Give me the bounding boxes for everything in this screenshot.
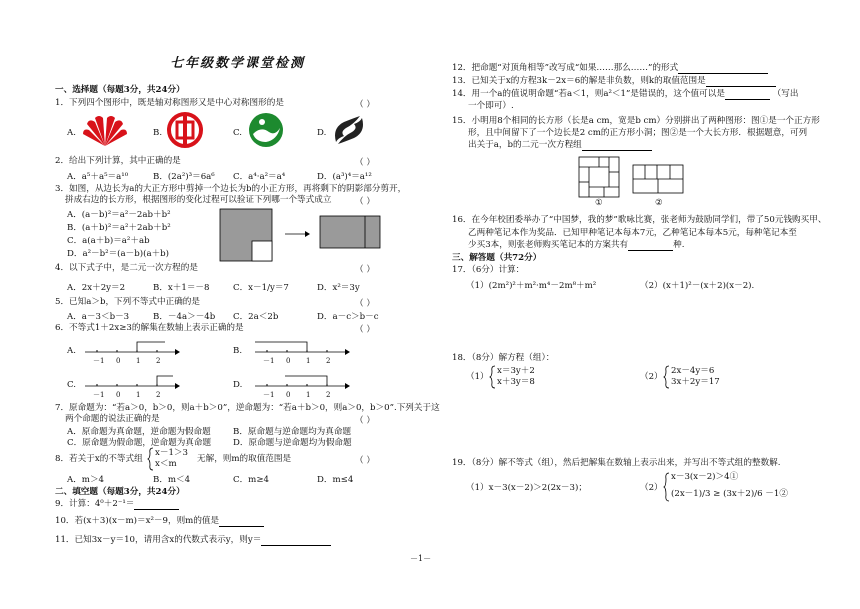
question-16-line3 bbox=[468, 240, 684, 251]
green-logo-icon bbox=[247, 112, 285, 148]
q18-2-brace bbox=[664, 365, 670, 389]
tick-label-a-1: 1 bbox=[136, 357, 141, 365]
q8-opt-d: D．m≤4 bbox=[317, 475, 354, 485]
q8-answer-paren: （ ） bbox=[355, 456, 375, 466]
question-14-note: （写出 bbox=[772, 89, 799, 99]
q3-opt-a: A．(a－b)²＝a²－2ab＋b² bbox=[67, 210, 171, 220]
q3-opt-d: D．a²－b²＝(a－b)(a＋b) bbox=[67, 249, 170, 259]
q4-opt-a: A．2x＋2y＝2 bbox=[67, 283, 126, 293]
q14-blank[interactable] bbox=[725, 90, 770, 100]
question-19: 19．（8分）解不等式（组），然后把解集在数轴上表示出来，并写出不等式组的整数解. bbox=[452, 458, 781, 468]
q4-opt-c: C．x－1/y＝7 bbox=[233, 283, 289, 293]
q15-fig2-label: ② bbox=[655, 198, 663, 208]
q5-opt-a: A．a－3＜b－3 bbox=[67, 312, 130, 322]
q19-2-line2: (2x－1)/3 ≥ (3x＋2)/6 －1② bbox=[671, 489, 788, 499]
q8-opt-a: A．m＞4 bbox=[67, 475, 105, 485]
question-9 bbox=[55, 499, 179, 510]
q17-part2: （2）(x＋1)²－(x＋2)(x－2). bbox=[640, 281, 755, 291]
q6-opt-c: C. bbox=[67, 380, 77, 390]
question-3-line1: 3．如图，从边长为a的大正方形中剪掉一个边长为b的小正方形，再将剩下的阴影部分剪开， bbox=[55, 184, 407, 194]
q1-opt-c: C. bbox=[233, 128, 243, 138]
tick-label-b-1: 1 bbox=[306, 357, 311, 365]
question-12-text: 12．把命题“对顶角相等”改写成“如果……那么……”的形式 bbox=[452, 63, 679, 73]
question-15-line2: 形，且中间留下了一个边长是2 cm的正方形小洞；图②是一个大长方形．根据题意，可列 bbox=[468, 128, 808, 138]
question-10 bbox=[55, 516, 264, 527]
question-7-line2: 两个命题的说法正确的是 bbox=[65, 414, 160, 424]
question-6: 6．不等式1＋2x≥3的解集在数轴上表示正确的是 bbox=[55, 323, 244, 333]
question-18: 18．（8分）解方程（组）： bbox=[452, 353, 555, 363]
left-column bbox=[55, 0, 440, 609]
question-14-text: 14．用一个a的值说明命题“若a＜1，则a²＜1”是错误的，这个值可以是 bbox=[452, 89, 725, 99]
q6-opt-b: B. bbox=[233, 346, 243, 356]
q6-opt-a: A. bbox=[67, 346, 76, 356]
q4-answer-paren: （ ） bbox=[355, 265, 375, 275]
right-column bbox=[452, 0, 827, 609]
q19-part2-label: （2） bbox=[640, 483, 663, 493]
q2-opt-d: D．(a³)⁴＝a¹² bbox=[317, 172, 372, 182]
tick-label-c-1: 1 bbox=[136, 391, 141, 399]
tick-label-d-1: 1 bbox=[306, 391, 311, 399]
question-16-suffix: 种. bbox=[673, 240, 685, 250]
section-solve-heading: 三、解答题（共72分） bbox=[452, 253, 542, 263]
q3-opt-b: B．(a＋b)²＝a²＋2ab＋b² bbox=[67, 223, 171, 233]
tick-label-d-0: 0 bbox=[286, 391, 291, 399]
question-13-text: 13．已知关于x的方程3k－2x＝6的解是非负数，则k的取值范围是 bbox=[452, 76, 706, 86]
q8-opt-b: B．m＜4 bbox=[153, 475, 191, 485]
q7-opt-d: D．原命题与逆命题均为假命题 bbox=[233, 438, 352, 448]
q15-blank[interactable] bbox=[582, 141, 652, 151]
q7-answer-paren: （ ） bbox=[355, 416, 375, 426]
question-16-line2: 乙两种笔记本作为奖品．已知甲种笔记本每本7元，乙种笔记本每本5元，每种笔记本至 bbox=[468, 228, 797, 238]
q10-blank[interactable] bbox=[219, 517, 264, 527]
q18-2-line2: 3x＋2y＝17 bbox=[671, 377, 720, 387]
q9-blank[interactable] bbox=[134, 500, 179, 510]
question-1: 1．下列四个图形中，既是轴对称图形又是中心对称图形的是 bbox=[55, 98, 284, 108]
q3-answer-paren: （ ） bbox=[355, 197, 375, 207]
question-15-text: 出关于a，b的二元一次方程组 bbox=[468, 140, 582, 150]
q2-answer-paren: （ ） bbox=[355, 158, 375, 168]
q6-answer-paren: （ ） bbox=[355, 325, 375, 335]
huawei-logo-icon bbox=[81, 112, 129, 148]
tick-label-b-0: 0 bbox=[286, 357, 291, 365]
question-13 bbox=[452, 76, 776, 87]
section-choice-heading: 一、选择题（每题3分，共24分） bbox=[55, 85, 185, 95]
q19-2-brace bbox=[664, 472, 670, 502]
q4-opt-d: D．x²＝3y bbox=[317, 283, 360, 293]
question-15-line1: 15．小明用8个相同的长方形（长是a cm，宽是b cm）分别拼出了两种图形：图①是一个正方形 bbox=[452, 116, 820, 126]
q7-opt-b: B．原命题与逆命题均为真命题 bbox=[233, 427, 352, 437]
q18-part1-label: （1） bbox=[466, 372, 489, 382]
q15-rectangles-figure bbox=[577, 155, 687, 207]
q15-fig1-label: ① bbox=[595, 198, 603, 208]
page-title: 七年级数学课堂检测 bbox=[170, 56, 306, 71]
tick-label-b-neg1: －1 bbox=[263, 357, 275, 365]
q5-opt-c: C．2a＜2b bbox=[233, 312, 279, 322]
page-number: －1－ bbox=[410, 554, 432, 563]
question-5: 5．已知a＞b，下列不等式中正确的是 bbox=[55, 297, 200, 307]
q3-square-figure bbox=[215, 204, 415, 268]
q13-blank[interactable] bbox=[706, 77, 776, 87]
q5-opt-b: B．－4a＞－4b bbox=[153, 312, 216, 322]
question-12 bbox=[452, 63, 768, 74]
q1-opt-a: A. bbox=[67, 128, 76, 138]
tick-label-c-0: 0 bbox=[116, 391, 121, 399]
section-fill-heading: 二、填空题（每题3分，共24分） bbox=[55, 487, 185, 497]
question-3-line2: 拼成右边的长方形，根据图形的变化过程可以验证下列哪一个等式成立 bbox=[65, 195, 332, 205]
question-17: 17．（6分）计算： bbox=[452, 265, 525, 275]
q1-answer-paren: （ ） bbox=[355, 100, 375, 110]
question-4: 4．以下式子中，是二元一次方程的是 bbox=[55, 263, 198, 273]
tick-label-c-2: 2 bbox=[156, 391, 161, 399]
q3-opt-c: C．a(a＋b)＝a²＋ab bbox=[67, 236, 150, 246]
q8-brace bbox=[148, 447, 154, 471]
question-11-text: 11．已知3x－y＝10，请用含x的代数式表示y，则y＝ bbox=[55, 535, 262, 545]
q1-opt-d: D. bbox=[317, 128, 327, 138]
q18-1-line1: x＝3y＋2 bbox=[497, 366, 535, 376]
question-14 bbox=[452, 89, 798, 100]
q18-1-line2: x＋3y＝8 bbox=[497, 377, 535, 387]
q12-blank[interactable] bbox=[678, 64, 768, 74]
question-8-prefix: 8．若关于x的不等式组 bbox=[55, 454, 143, 464]
question-16-line1: 16．在今年校团委举办了“中国梦，我的梦”歌咏比赛，张老师为鼓励同学们，带了50元钱购买甲、 bbox=[452, 215, 827, 225]
q1-opt-b: B. bbox=[153, 128, 163, 138]
q18-2-line1: 2x－4y＝6 bbox=[671, 366, 715, 376]
question-2: 2．给出下列计算，其中正确的是 bbox=[55, 156, 181, 166]
tick-label-d-2: 2 bbox=[326, 391, 331, 399]
q8-opt-c: C．m≥4 bbox=[233, 475, 269, 485]
question-11 bbox=[55, 535, 331, 546]
q19-part1: （1）x－3(x－2)＞2(2x－3)； bbox=[466, 483, 587, 493]
question-9-text: 9．计算：4⁰＋2⁻¹＝ bbox=[55, 499, 135, 509]
q5-opt-d: D．a－c＞b－c bbox=[317, 312, 379, 322]
tick-label-d-neg1: －1 bbox=[263, 391, 275, 399]
q17-part1: （1）(2m²)²＋m²·m⁴－2m⁸＋m² bbox=[466, 281, 597, 291]
q2-opt-b: B．(2a²)³＝6a⁶ bbox=[153, 172, 215, 182]
icbc-logo-icon bbox=[167, 112, 203, 148]
tick-label-c-neg1: －1 bbox=[93, 391, 105, 399]
q18-part2-label: （2） bbox=[640, 372, 663, 382]
q18-1-brace bbox=[490, 365, 496, 389]
tick-label-b-2: 2 bbox=[326, 357, 331, 365]
q4-opt-b: B．x＋1＝－8 bbox=[153, 283, 210, 293]
question-8-suffix: 无解，则m的取值范围是 bbox=[197, 454, 292, 464]
question-15-line3 bbox=[468, 140, 652, 151]
q8-system-line1: x－1＞3 bbox=[155, 448, 188, 458]
question-10-text: 10．若(x＋3)(x－m)＝x²－9，则m的值是 bbox=[55, 516, 220, 526]
q2-opt-c: C．a⁴·a²＝a⁴ bbox=[233, 172, 286, 182]
q11-blank[interactable] bbox=[261, 536, 331, 546]
q16-blank[interactable] bbox=[628, 241, 673, 251]
q5-answer-paren: （ ） bbox=[355, 299, 375, 309]
tick-label-a-2: 2 bbox=[156, 357, 161, 365]
q7-opt-c: C．原命题为假命题，逆命题为真命题 bbox=[67, 438, 212, 448]
q7-opt-a: A．原命题为真命题，逆命题为假命题 bbox=[67, 427, 211, 437]
q6-opt-d: D. bbox=[233, 380, 243, 390]
tick-label-a-0: 0 bbox=[116, 357, 121, 365]
q19-2-line1: x－3(x－2)＞4① bbox=[671, 472, 739, 482]
q8-system-line2: x＜m bbox=[155, 459, 177, 469]
swirl-logo-icon bbox=[330, 112, 368, 148]
question-14-line2: 一个即可）. bbox=[468, 101, 514, 111]
tick-label-a-neg1: －1 bbox=[93, 357, 105, 365]
q2-opt-a: A．a⁵＋a⁵＝a¹⁰ bbox=[67, 172, 129, 182]
question-16-text: 少买3本，则张老师购买笔记本的方案共有 bbox=[468, 240, 629, 250]
question-7-line1: 7．原命题为：“若a＞0，b＞0，则a＋b＞0”，逆命题为：“若a＋b＞0，则a＞0，b＞0”.下列关于这 bbox=[55, 403, 440, 413]
